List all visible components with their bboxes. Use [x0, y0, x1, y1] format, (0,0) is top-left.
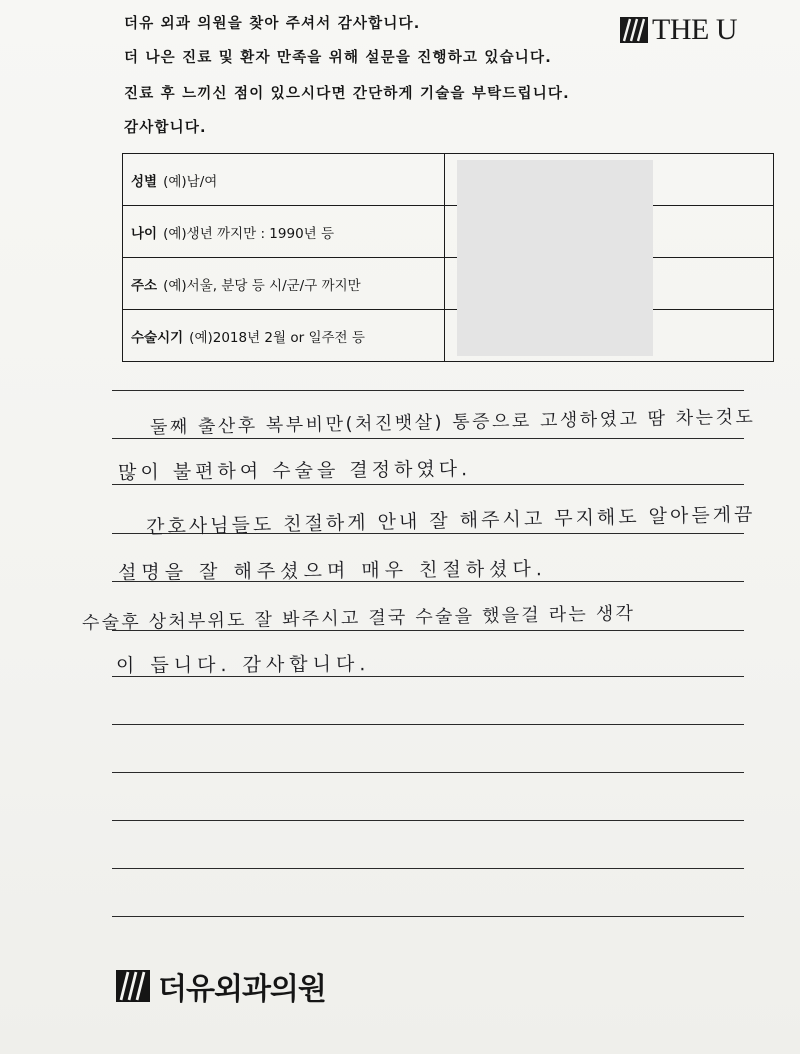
header-logo — [620, 14, 737, 46]
handwritten-line-6: 이 듭니다. 감사합니다. — [115, 653, 371, 677]
info-hint-text: (예)남/여 — [163, 173, 218, 190]
info-row-gender — [123, 154, 773, 206]
redaction-box — [457, 160, 653, 356]
ruled-line — [112, 772, 744, 773]
handwritten-line-1: 둘째 출산후 복부비만(처진뱃살) 통증으로 고생하였고 땀 차는것도 — [149, 406, 756, 439]
intro-line-3: 진료 후 느끼신 점이 있으시다면 간단하게 기술을 부탁드립니다. — [124, 86, 570, 102]
ruled-line — [112, 724, 744, 725]
info-label-address — [123, 258, 445, 309]
info-hint-text: (예)생년 까지만 : 1990년 등 — [163, 225, 335, 242]
footer-logo-text: 더유외과의원 — [158, 972, 326, 1007]
brand-stripes-icon — [116, 970, 150, 1002]
patient-info-table — [122, 153, 774, 362]
info-label-text: 수술시기 — [131, 330, 184, 346]
handwritten-line-3: 간호사님들도 친절하게 안내 잘 해주시고 무지해도 알아듣게끔 — [145, 503, 756, 539]
info-label-age — [123, 206, 445, 257]
intro-line-2: 더 나은 진료 및 환자 만족을 위해 설문을 진행하고 있습니다. — [124, 50, 552, 66]
ruled-line — [112, 390, 744, 391]
info-row-surgery-date — [123, 310, 773, 362]
info-row-address — [123, 258, 773, 310]
ruled-line — [112, 820, 744, 821]
info-hint-text: (예)2018년 2월 or 일주전 등 — [189, 330, 365, 346]
header-logo-text: THE U — [652, 13, 737, 46]
handwritten-line-2: 많이 불편하여 수술을 결정하였다. — [117, 458, 472, 484]
info-label-text: 나이 — [131, 225, 158, 242]
ruled-line — [112, 484, 744, 485]
info-label-text: 주소 — [131, 277, 158, 294]
handwritten-line-5: 수술후 상처부위도 잘 봐주시고 결국 수술을 했을걸 라는 생각 — [81, 603, 636, 634]
intro-line-4: 감사합니다. — [124, 120, 207, 136]
info-label-surgery-date — [123, 310, 445, 362]
ruled-line — [112, 868, 744, 869]
info-row-age — [123, 206, 773, 258]
brand-stripes-icon — [620, 17, 648, 43]
handwritten-line-4: 설명을 잘 해주셨으며 매우 친절하셨다. — [117, 558, 547, 584]
info-label-text: 성별 — [131, 173, 158, 190]
info-hint-text: (예)서울, 분당 등 시/군/구 까지만 — [163, 277, 361, 294]
info-label-gender — [123, 154, 445, 205]
ruled-line — [112, 916, 744, 917]
footer-logo — [116, 966, 326, 1006]
intro-line-1: 더유 외과 의원을 찾아 주셔서 감사합니다. — [124, 16, 421, 32]
